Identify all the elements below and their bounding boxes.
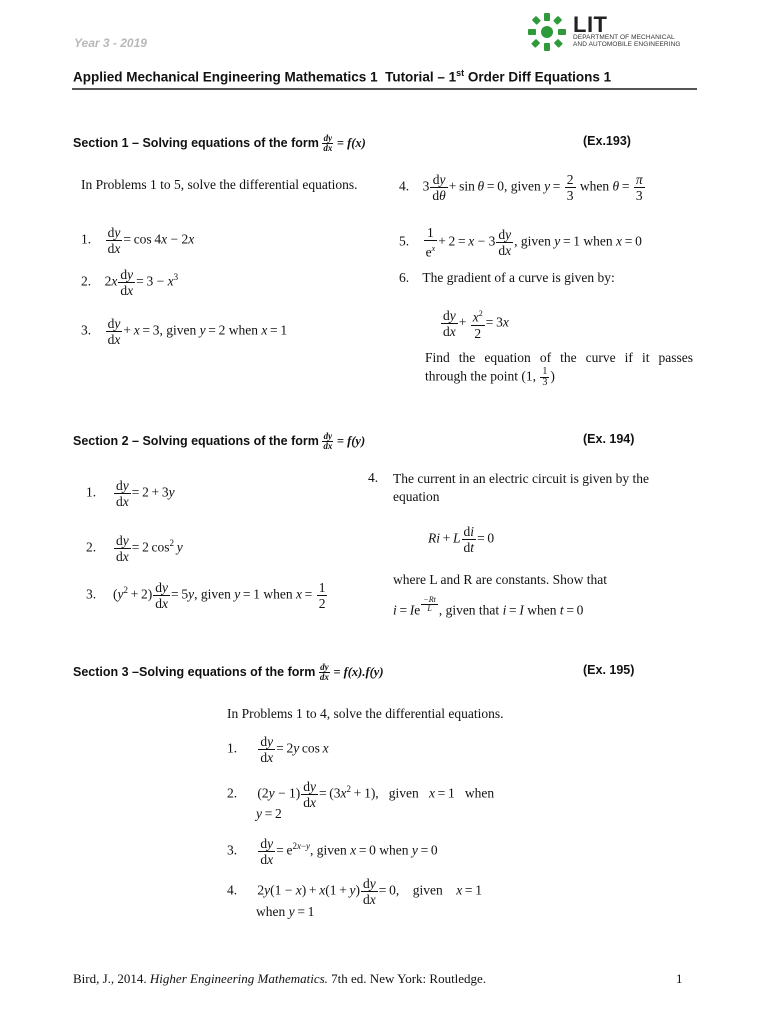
- s1-problem-6: 6. The gradient of a curve is given by:: [399, 270, 615, 285]
- footer-citation: Bird, J., 2014. Higher Engineering Mathematics. 7th ed. New York: Routledge.: [73, 971, 487, 986]
- s3-problem-1: 1. $\frac{dy}{dx}$ = 2y cos x: [227, 734, 329, 765]
- s3-problem-3: 3. $\frac{dy}{dx}$ = $e^{2x-y}$, given x = 0 when y = 0: [227, 836, 438, 867]
- s2-problem-4: 4.: [368, 470, 379, 485]
- s3-problem-4: 4. 2y(1 − x) + x(1 + y) $\frac{dy}{dx}$ = 0, given x = 1: [227, 876, 482, 907]
- section-3-heading: Section 3 –Solving equations of the form $\frac{dy}{dx}$ = f(x).f(y): [73, 662, 384, 682]
- logo-title: LIT: [573, 12, 608, 37]
- s1-problem-1: 1. $\frac{dy}{dx}$ = cos 4x − 2x: [81, 225, 195, 256]
- year-label: Year 3 - 2019: [74, 36, 147, 50]
- s1-problem-3: 3. $\frac{dy}{dx}$ + x = 3, given y = 2 when x = 1: [81, 316, 288, 347]
- s2-problem-4-text: The current in an electric circuit is given by the equation: [393, 471, 650, 504]
- s2-problem-4-where: where L and R are constants. Show that: [393, 572, 607, 587]
- s3-problem-2: 2. (2y − 1) $\frac{dy}{dx}$ = $(3x^2 + 1)$, given x = 1 when: [227, 779, 495, 810]
- s1-problem-6-equation: $\frac{dy}{dx}$ + $\frac{x^2}{2}$ = 3x: [443, 307, 509, 341]
- logo-subtitle-line2: AND AUTOMOBILE ENGINEERING: [573, 41, 681, 48]
- section-2-heading: Section 2 – Solving equations of the form $\frac{dy}{dx}$ = f(y): [73, 431, 366, 451]
- section-1-intro: In Problems 1 to 5, solve the differential equations.: [81, 177, 358, 192]
- section-2-reference: (Ex. 194): [583, 432, 635, 446]
- s1-problem-6-find: Find the equation of the curve if it passes through the point (1, $\frac{1}{3}$ ): [425, 350, 693, 388]
- s2-problem-4-show: i = Ie $^{\frac{-Rt}{L}}$ , given that i = I when t = 0: [393, 595, 584, 618]
- s2-problem-3: 3. $(y^2 + 2)$ $\frac{dy}{dx}$ = 5y, given y = 1 when x = $\frac{1}{2}$: [86, 580, 326, 611]
- section-1-reference: (Ex.193): [583, 134, 631, 148]
- title-divider: [72, 88, 697, 90]
- s2-problem-4-equation: Ri + L $\frac{di}{dt}$ = 0: [428, 524, 495, 555]
- lit-logo-icon: [527, 12, 567, 52]
- s1-problem-2: 2. 2x $\frac{dy}{dx}$ = $3 - x^3$: [81, 267, 179, 298]
- document-title: Applied Mechanical Engineering Mathematics 1 Tutorial – 1st Order Diff Equations 1: [73, 68, 612, 85]
- logo-subtitle-line1: DEPARTMENT OF MECHANICAL: [573, 34, 675, 41]
- section-3-reference: (Ex. 195): [583, 663, 635, 677]
- s1-problem-4: 4. 3 $\frac{dy}{d\theta}$ + sin θ = 0, given y = $\frac{2}{3}$ when θ = $\frac{\pi}{3}$: [399, 172, 643, 203]
- section-1-heading: Section 1 – Solving equations of the form $\frac{dy}{dx}$ = f(x): [73, 133, 366, 153]
- section-3-intro: In Problems 1 to 4, solve the differential equations.: [227, 706, 504, 721]
- s2-problem-2: 2. $\frac{dy}{dx}$ = 2 $\cos^2 y$: [86, 533, 183, 564]
- s2-problem-1: 1. $\frac{dy}{dx}$ = 2 + 3y: [86, 478, 175, 509]
- s3-problem-4-cont: when y = 1: [256, 904, 315, 919]
- s1-problem-5: 5. $\frac{1}{e^x}$ + 2 = x − 3 $\frac{dy}{dx}$ , given y = 1 when x = 0: [399, 225, 642, 260]
- s3-problem-2-cont: y = 2: [256, 806, 282, 821]
- page-number: 1: [676, 971, 683, 986]
